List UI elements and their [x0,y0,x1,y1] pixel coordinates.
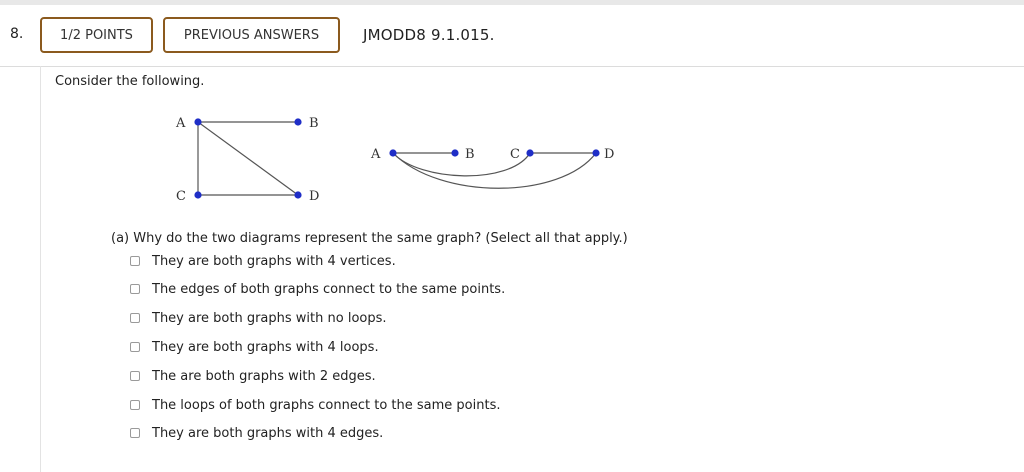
option-row[interactable] [130,367,376,385]
option-row[interactable] [130,338,379,356]
vertex-a [194,118,201,125]
part-a-prompt: (a) Why do the two diagrams represent the same graph? (Select all that apply.) [111,231,628,246]
option-checkbox[interactable] [130,342,140,352]
vertex-label-d: D [309,189,320,204]
option-label: They are both graphs with 4 edges. [152,425,384,441]
option-label: The edges of both graphs connect to the same points. [152,281,506,297]
vertex-label-d: D [604,147,615,162]
option-row[interactable] [130,252,396,270]
vertex-c [526,149,533,156]
question-code: JMODD8 9.1.015. [363,26,495,44]
option-row[interactable] [130,396,500,414]
option-label: They are both graphs with 4 loops. [152,339,379,355]
vertex-label-c: C [176,189,186,204]
vertex-label-b: B [309,116,319,131]
points-button[interactable]: 1/2 POINTS [40,17,153,53]
option-checkbox[interactable] [130,256,140,266]
vertex-a [389,149,396,156]
graph-1 [175,116,319,204]
option-row[interactable] [130,309,387,327]
option-row[interactable] [130,424,383,442]
question-header [0,5,1024,67]
previous-answers-button[interactable]: PREVIOUS ANSWERS [163,17,340,53]
option-checkbox[interactable] [130,428,140,438]
option-label: They are both graphs with 4 vertices. [152,253,396,269]
left-divider [40,66,41,472]
vertex-b [451,149,458,156]
question-intro: Consider the following. [55,74,205,89]
option-row[interactable] [130,280,505,298]
option-label: The loops of both graphs connect to the same points. [152,397,501,413]
vertex-b [294,118,301,125]
option-checkbox[interactable] [130,400,140,410]
graph-2 [370,147,614,188]
edge-a-d [198,122,298,195]
vertex-c [194,191,201,198]
option-label: They are both graphs with no loops. [152,310,387,326]
vertex-label-a: A [176,116,186,131]
vertex-d [294,191,301,198]
option-checkbox[interactable] [130,313,140,323]
edge-a-d [393,153,596,188]
vertex-label-c: C [510,147,520,162]
option-checkbox[interactable] [130,371,140,381]
vertex-label-b: B [465,147,475,162]
question-number: 8. [10,26,24,42]
vertex-label-a: A [371,147,381,162]
option-checkbox[interactable] [130,284,140,294]
vertex-d [592,149,599,156]
option-label: The are both graphs with 2 edges. [152,368,376,384]
graph-diagrams [160,100,640,220]
